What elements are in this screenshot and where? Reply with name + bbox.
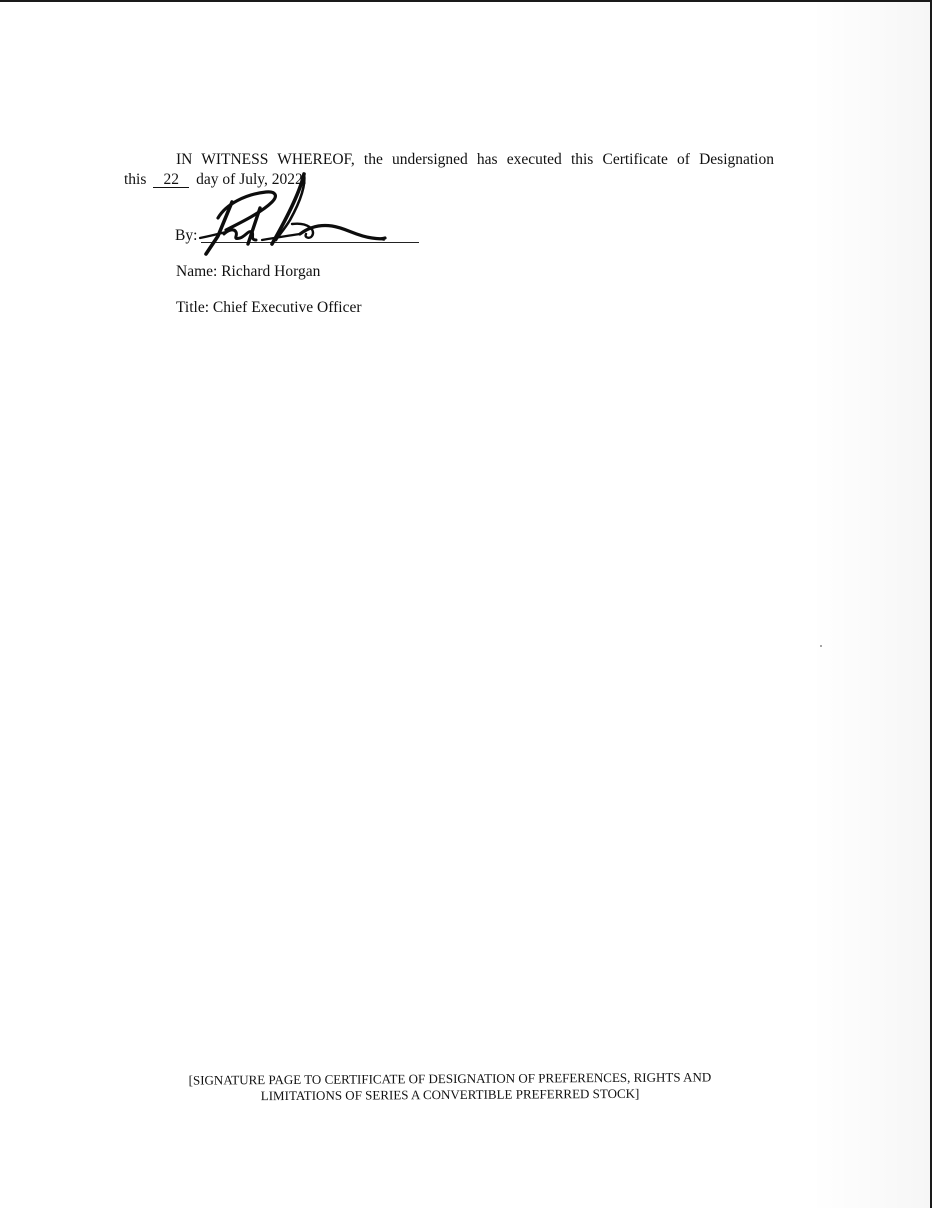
handwritten-signature-icon: [196, 172, 396, 258]
footer-line-1: [SIGNATURE PAGE TO CERTIFICATE OF DESIGNATION OF PREFERENCES, RIGHTS AND: [188, 1069, 712, 1088]
signer-title: Title: Chief Executive Officer: [176, 299, 362, 316]
witness-date-text: day of July, 2022.: [196, 171, 307, 188]
execution-day-field: 22: [153, 172, 189, 188]
scan-speck: [820, 645, 822, 647]
witness-this-text: this: [124, 171, 147, 188]
signature-page-footer: [150, 1069, 750, 1105]
signer-name: Name: Richard Horgan: [176, 263, 321, 280]
scan-edge-shading: [810, 2, 930, 1208]
by-label: By:: [175, 227, 198, 244]
witness-clause-line-1: IN WITNESS WHEREOF, the undersigned has executed this Certificate of Designation: [176, 151, 774, 168]
footer-line-2: LIMITATIONS OF SERIES A CONVERTIBLE PREFERRED STOCK]: [260, 1085, 640, 1104]
